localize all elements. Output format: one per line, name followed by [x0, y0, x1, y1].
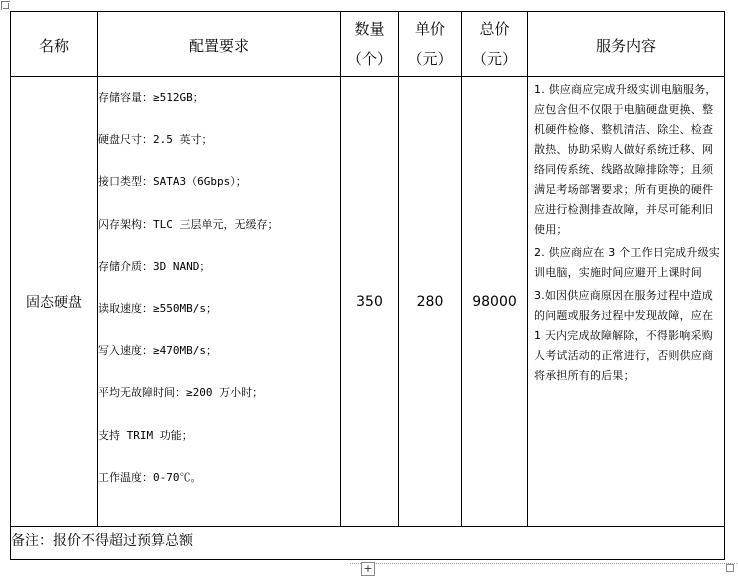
- item-name: 固态硬盘: [11, 77, 98, 527]
- spec-size: 硬盘尺寸：2.5 英寸；: [98, 133, 213, 147]
- remark-cell: [11, 527, 725, 560]
- header-unit-price: [399, 12, 462, 77]
- item-unit-price: 280: [399, 77, 462, 527]
- header-config: 配置要求: [98, 12, 341, 77]
- table-move-handle-icon[interactable]: [361, 562, 375, 576]
- header-quantity-label: 数量: [354, 20, 385, 38]
- header-total-price: [462, 12, 528, 77]
- header-quantity: [341, 12, 399, 77]
- spec-trim: 支持 TRIM 功能；: [98, 428, 193, 442]
- header-row: [11, 12, 725, 77]
- header-quantity-unit: （个）: [346, 50, 392, 68]
- spec-capacity: 存储容量：≥512GB；: [98, 91, 204, 104]
- header-total-price-unit: （元）: [471, 50, 517, 68]
- remark-text: 备注：报价不得超过预算总额: [11, 533, 193, 549]
- table-corner-marker: [1, 1, 10, 10]
- spec-interface: 接口类型：SATA3（6Gbps）；: [98, 175, 247, 189]
- table-bottom-guide: [350, 563, 737, 564]
- spec-storage-medium: 存储介质：3D NAND；: [98, 259, 211, 273]
- service-clause-1: 1. 供应商应完成升级实训电脑服务，应包含但不仅限于电脑硬盘更换、整机硬件检修、整机清洁、除尘、检查散热、协助采购人做好系统迁移、网络同传系统、线路故障排除等；且须满足考场部署要求；所有更换的硬件应进行检测排查故障，并尽可能利旧使用；: [534, 83, 717, 236]
- item-quantity: 350: [341, 77, 399, 527]
- spec-read-speed: 读取速度：≥550MB/s；: [98, 301, 217, 315]
- remark-row: [11, 527, 725, 560]
- table-row: [11, 77, 725, 527]
- spec-flash-architecture: 闪存架构：TLC 三层单元，无缓存；: [98, 217, 279, 231]
- config-requirements: [98, 77, 341, 527]
- spec-write-speed: 写入速度：≥470MB/s；: [98, 344, 217, 358]
- item-total-price: 98000: [462, 77, 528, 527]
- header-unit-price-label: 单价: [414, 20, 445, 38]
- service-clause-3: 3.如因供应商原因在服务过程中造成的问题或服务过程中发现故障，应在 1 天内完成故障解除，不得影响采购人考试活动的正常进行，否则供应商将承担所有的后果；: [534, 289, 714, 382]
- service-clause-2: 2. 供应商应在 3 个工作日完成升级实训电脑，实施时间应避开上课时间: [534, 246, 720, 279]
- header-unit-price-unit: （元）: [407, 50, 453, 68]
- header-total-price-label: 总价: [479, 20, 510, 38]
- table-resize-handle-icon[interactable]: [726, 564, 734, 572]
- spec-mtbf: 平均无故障时间：≥200 万小时；: [98, 386, 264, 400]
- header-service: 服务内容: [528, 12, 725, 77]
- header-name: 名称: [11, 12, 98, 77]
- procurement-spec-table: [10, 11, 725, 560]
- service-content: [528, 77, 725, 527]
- spec-temperature: 工作温度：0-70℃。: [98, 470, 202, 484]
